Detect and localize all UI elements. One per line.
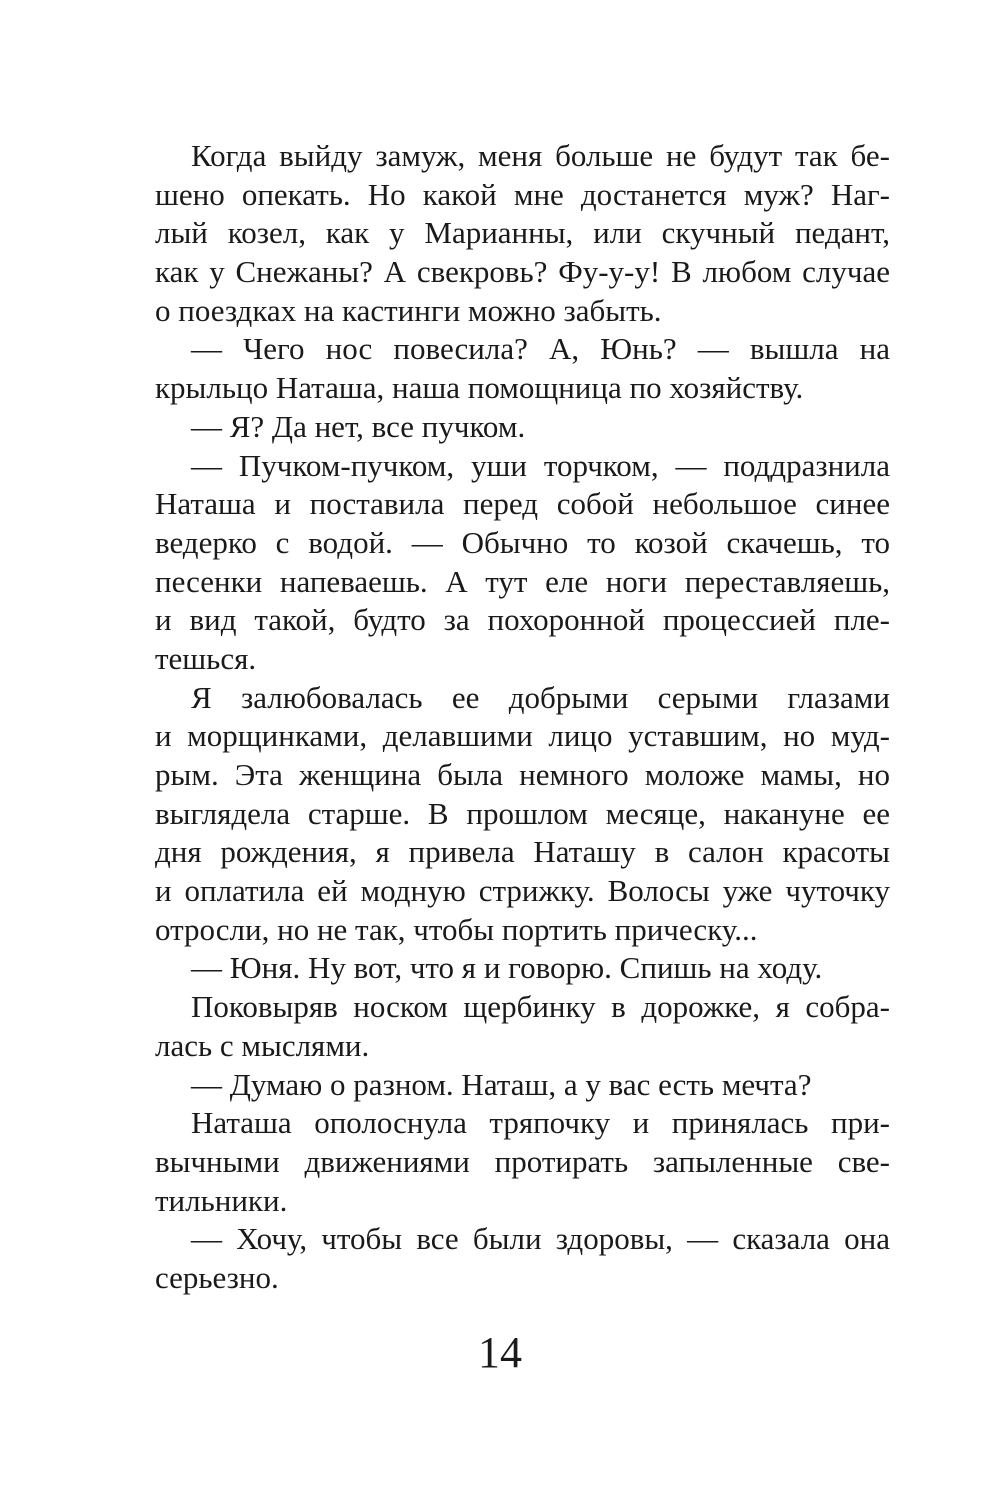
text-line: и вид такой, будто за похоронной процессией пле- bbox=[155, 602, 890, 638]
text-line: Наташа ополоснула тряпочку и принялась при- bbox=[191, 1105, 890, 1141]
text-line: — Я? Да нет, все пучком. bbox=[191, 408, 526, 444]
text-line: серьезно. bbox=[155, 1259, 279, 1295]
text-line: о поездках на кастинги можно забыть. bbox=[155, 292, 662, 328]
text-line: Наташа и поставила перед собой небольшое синее bbox=[155, 486, 890, 522]
text-line: и оплатила ей модную стрижку. Волосы уже чуточку bbox=[155, 873, 890, 909]
text-line: тильники. bbox=[155, 1182, 288, 1218]
text-line: выглядела старше. В прошлом месяце, накануне ее bbox=[155, 795, 890, 831]
text-line: лась с мыслями. bbox=[155, 1027, 370, 1063]
text-line: как у Снежаны? А свекровь? Фу-у-у! В любом случае bbox=[155, 254, 890, 290]
text-line: Я залюбовалась ее добрыми серыми глазами bbox=[191, 679, 890, 715]
text-line: шено опекать. Но какой мне достанется муж? Наг- bbox=[155, 176, 890, 212]
text-line: — Думаю о разном. Наташ, а у вас есть мечта? bbox=[191, 1066, 812, 1102]
text-line: лый козел, как у Марианны, или скучный педант, bbox=[155, 215, 890, 251]
text-line: Когда выйду замуж, меня больше не будут так бе- bbox=[191, 138, 890, 173]
text-line: и морщинками, делавшими лицо уставшим, но муд- bbox=[155, 718, 890, 754]
text-line: Поковыряв носком щербинку в дорожке, я собра- bbox=[191, 989, 890, 1025]
text-line: отросли, но не так, чтобы портить прическу... bbox=[155, 911, 758, 947]
text-line: крыльцо Наташа, наша помощница по хозяйству. bbox=[155, 370, 804, 406]
text-line: — Хочу, чтобы все были здоровы, — сказала она bbox=[191, 1221, 890, 1257]
text-line: ведерко с водой. — Обычно то козой скачешь, то bbox=[155, 524, 890, 560]
text-line: — Юня. Ну вот, что я и говорю. Спишь на ходу. bbox=[191, 950, 823, 986]
text-line: дня рождения, я привела Наташу в салон красоты bbox=[155, 834, 890, 870]
page-number: 14 bbox=[478, 1328, 522, 1377]
text-line: песенки напеваешь. А тут еле ноги переставляешь, bbox=[155, 563, 890, 599]
text-line: вычными движениями протирать запыленные све- bbox=[155, 1143, 890, 1179]
body-text bbox=[155, 137, 890, 1298]
text-line: рым. Эта женщина была немного моложе мамы, но bbox=[155, 757, 890, 792]
text-line: — Чего нос повесила? А, Юнь? — вышла на bbox=[191, 331, 890, 367]
text-line: — Пучком-пучком, уши торчком, — поддразнила bbox=[191, 447, 890, 483]
text-line: тешься. bbox=[155, 640, 257, 676]
